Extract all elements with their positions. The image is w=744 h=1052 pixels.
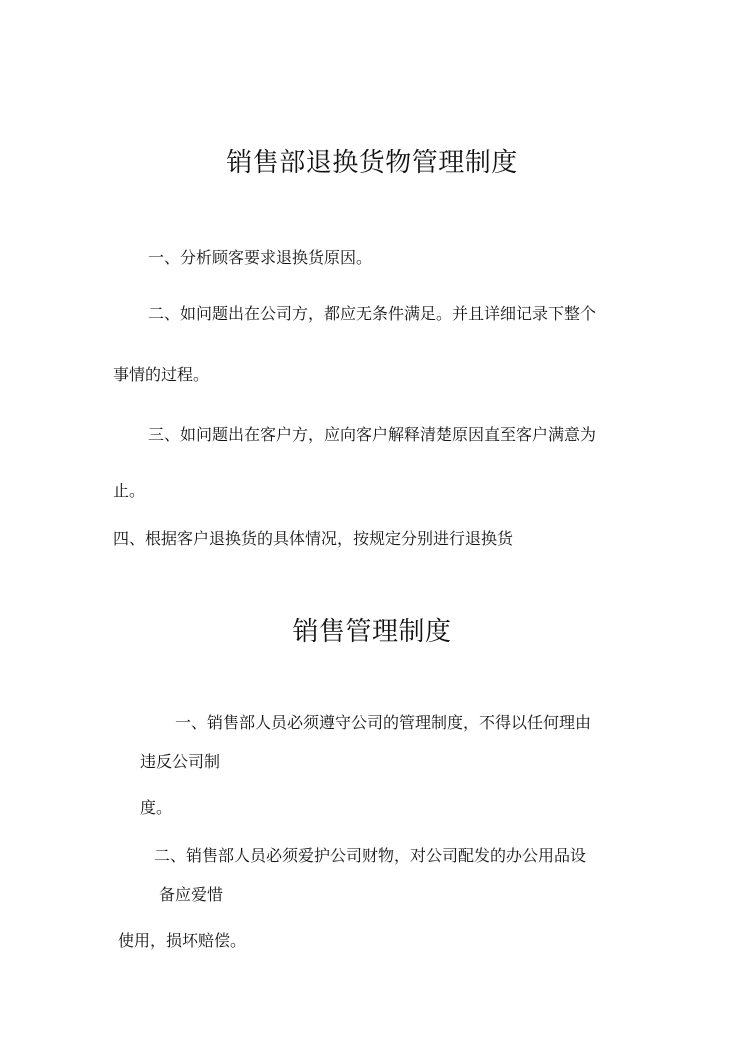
section2-paragraph-2: 二、销售部人员必须爱护公司财物，对公司配发的办公用品设 <box>154 846 587 865</box>
section1-paragraph-4: 四、根据客户退换货的具体情况，按规定分别进行退换货 <box>113 529 514 548</box>
section1-paragraph-3-cont: 止。 <box>113 481 146 500</box>
section2-paragraph-2-end: 使用，损坏赔偿。 <box>118 931 247 950</box>
section2-paragraph-1-end: 度。 <box>140 798 173 817</box>
section2-paragraph-2-cont: 备应爱惜 <box>159 885 224 904</box>
section1-paragraph-2: 二、如问题出在公司方，都应无条件满足。并且详细记录下整个 <box>148 304 597 323</box>
section1-paragraph-3: 三、如问题出在客户方，应向客户解释清楚原因直至客户满意为 <box>148 425 597 444</box>
section1-title: 销售部退换货物管理制度 <box>226 148 518 178</box>
section2-paragraph-1-cont: 违反公司制 <box>140 752 221 771</box>
section1-paragraph-1: 一、分析顾客要求退换货原因。 <box>148 248 373 267</box>
section2-title: 销售管理制度 <box>292 617 452 647</box>
section2-paragraph-1: 一、销售部人员必须遵守公司的管理制度，不得以任何理由 <box>175 713 592 732</box>
section1-paragraph-2-cont: 事情的过程。 <box>113 365 210 384</box>
